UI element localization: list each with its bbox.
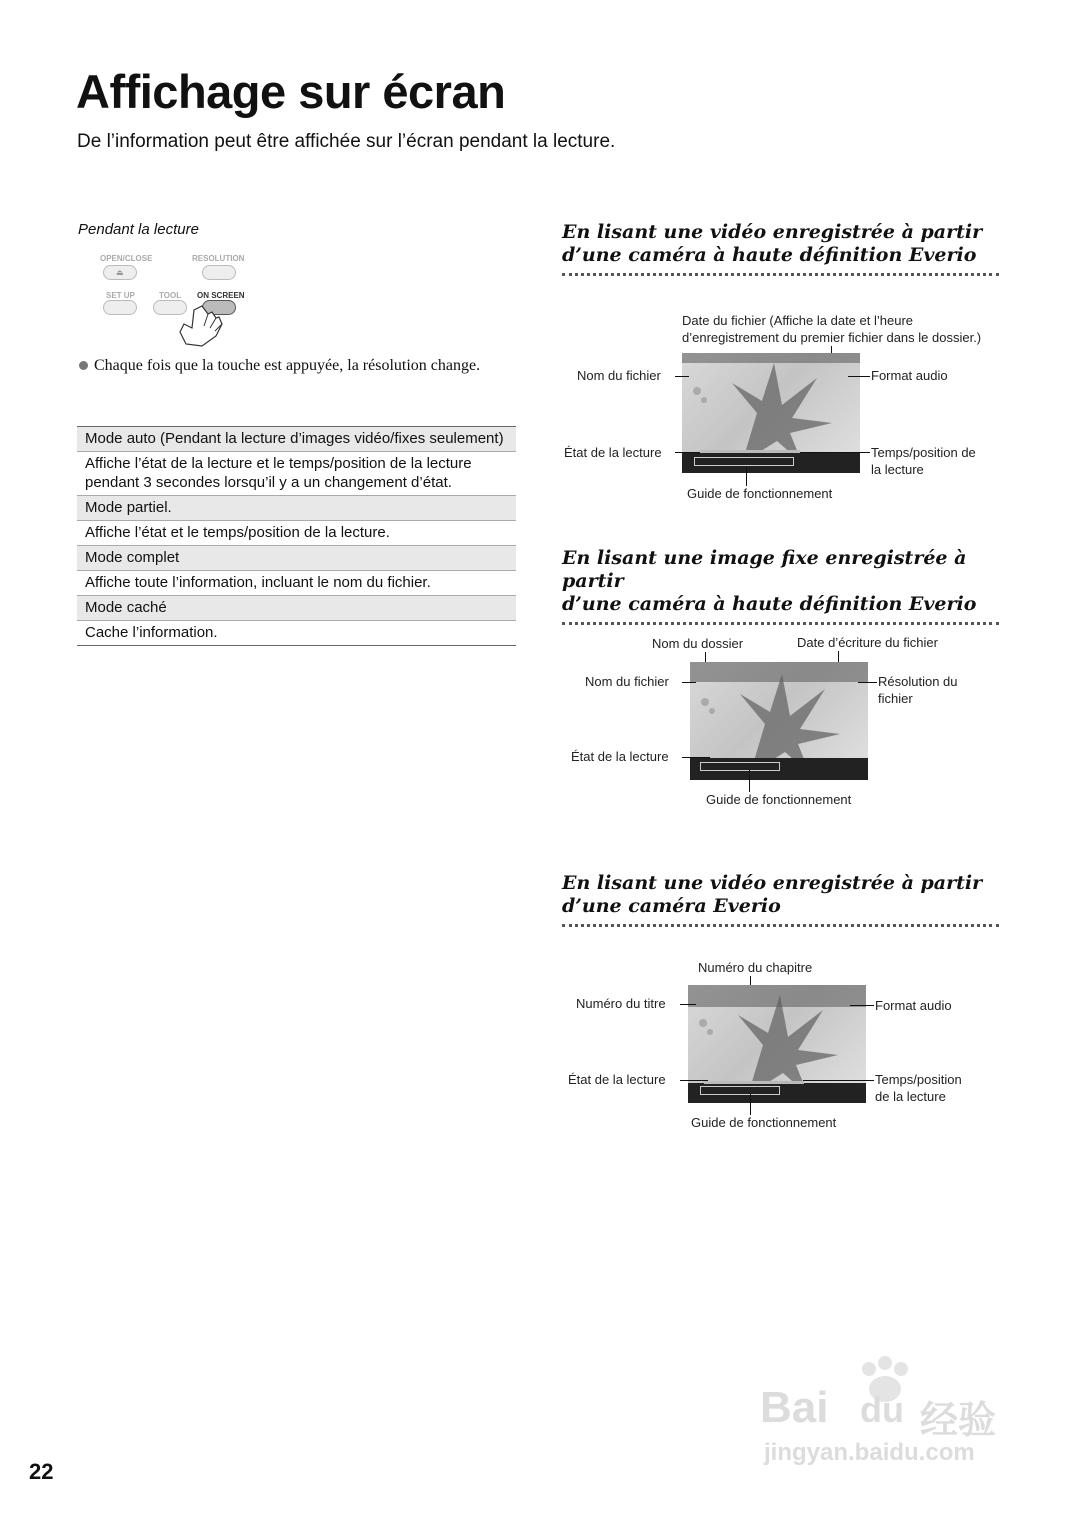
mode-name: Mode auto (Pendant la lecture d’images vidéo/fixes seulement)	[77, 427, 516, 452]
resolution-button[interactable]	[202, 265, 236, 280]
page-title: Affichage sur écran	[76, 65, 506, 118]
s3-title-number-label: Numéro du titre	[576, 996, 666, 1011]
mode-table	[77, 426, 516, 646]
section3-title: En lisant une vidéo enregistrée à partir d’une caméra Everio	[562, 872, 999, 927]
mode-name: Mode partiel.	[77, 496, 516, 521]
tool-label: TOOL	[159, 291, 182, 300]
section1-title: En lisant une vidéo enregistrée à partir d’une caméra à haute définition Everio	[562, 221, 999, 276]
s3-audio-format-label: Format audio	[875, 998, 952, 1013]
during-playback-label: Pendant la lecture	[78, 221, 199, 238]
s1-date-label: Date du fichier (Affiche la date et l’heure d’enregistrement du premier fichier dans le dossier.)	[682, 313, 982, 345]
set-up-button[interactable]	[103, 300, 137, 315]
mode-desc: Affiche l’état et le temps/position de la lecture.	[77, 521, 516, 546]
on-screen-label: ON SCREEN	[197, 291, 245, 300]
s3-screen	[688, 985, 866, 1103]
mode-desc: Cache l’information.	[77, 621, 516, 646]
s2-guide-label: Guide de fonctionnement	[706, 792, 852, 807]
s2-file-name-label: Nom du fichier	[585, 674, 669, 689]
s3-time-pos-label: Temps/position de la lecture	[875, 1072, 962, 1104]
s2-resolution-label: Résolution du fichier	[878, 674, 958, 706]
set-up-label: SET UP	[106, 291, 135, 300]
mode-name: Mode complet	[77, 546, 516, 571]
s1-guide-label: Guide de fonctionnement	[687, 486, 833, 501]
page-subtitle: De l’information peut être affichée sur l’écran pendant la lecture.	[77, 131, 616, 152]
mode-name: Mode caché	[77, 596, 516, 621]
page-number: 22	[29, 1459, 54, 1484]
bullet-note: Chaque fois que la touche est appuyée, la résolution change.	[78, 356, 498, 376]
s3-play-state-label: État de la lecture	[568, 1072, 666, 1087]
s1-screen	[682, 353, 860, 473]
resolution-label: RESOLUTION	[192, 254, 245, 263]
open-close-label: OPEN/CLOSE	[100, 254, 153, 263]
s1-time-pos-label: Temps/position de la lecture	[871, 445, 976, 477]
s3-chapter-number-label: Numéro du chapitre	[698, 960, 813, 975]
s1-file-name-label: Nom du fichier	[577, 368, 661, 383]
open-close-button[interactable]	[103, 265, 137, 280]
mode-desc: Affiche l’état de la lecture et le temps/position de la lecture pendant 3 secondes lorsqu’il y a un changement d’état.	[77, 452, 516, 496]
section2-title: En lisant une image fixe enregistrée à partir d’une caméra à haute définition Everio	[562, 547, 999, 625]
s3-guide-label: Guide de fonctionnement	[691, 1115, 837, 1130]
s2-screen	[690, 662, 868, 780]
pointing-hand-icon	[172, 302, 232, 350]
s2-play-state-label: État de la lecture	[571, 749, 669, 764]
remote-illustration	[96, 252, 256, 352]
s2-folder-name-label: Nom du dossier	[652, 636, 744, 651]
baidu-watermark: Bai du 经验 jingyan.baidu.com	[760, 1355, 1020, 1475]
s1-play-state-label: État de la lecture	[564, 445, 662, 460]
mode-desc: Affiche toute l’information, incluant le nom du fichier.	[77, 571, 516, 596]
eject-icon: ⏏	[116, 268, 124, 277]
s2-write-date-label: Date d’écriture du fichier	[797, 635, 938, 650]
s1-audio-format-label: Format audio	[871, 368, 948, 383]
